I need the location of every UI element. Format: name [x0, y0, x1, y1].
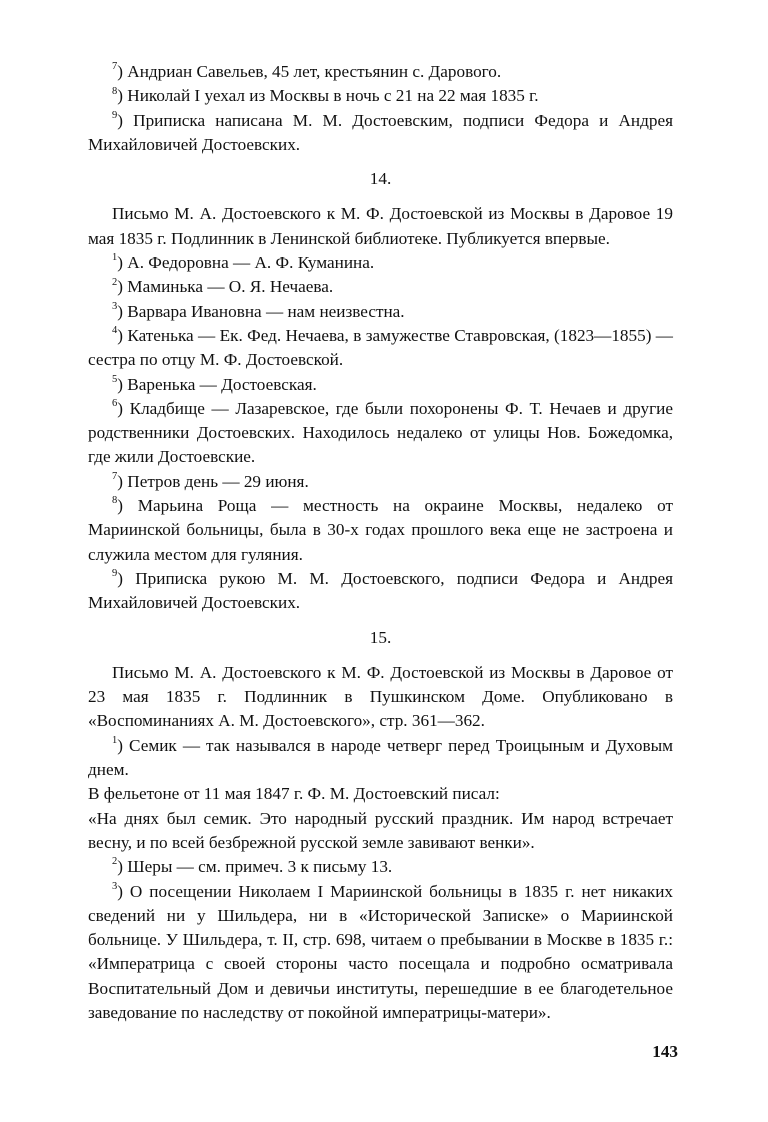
section-15-feuilleton: В фельетоне от 11 мая 1847 г. Ф. М. Достоевский писал: — [88, 784, 500, 804]
note-text: Марьина Роща — местность на окраине Москвы, недалеко от Мариинской больницы, была в 30-х годах прошлого века еще не застроена и служила местом для гуляния. — [88, 496, 673, 564]
section-14-intro: Письмо М. А. Достоевского к М. Ф. Достоевской из Москвы в Даровое 19 мая 1835 г. Подлинник в Ленинской библиотеке. Публикуется впервые. — [88, 204, 673, 248]
section-14-note-4: $^4$) Катенька — Ек. Фед. Нечаева, в замужестве Ставровская, (1823—1855) — сестра по отцу М. Ф. Достоевской. — [88, 325, 673, 370]
section-15-quote: «На днях был семик. Это народный русский праздник. Им народ встречает весну, и по всей безбрежной русской земле завивают венки». — [88, 808, 673, 852]
note-text: Кладбище — Лазаревское, где были похоронены Ф. Т. Нечаев и другие родственники Достоевских. Находилось недалеко от улицы Нов. Божедомка, где жили Достоевские. — [88, 398, 673, 467]
note-text: А. Федоровна — А. Ф. Куманина. — [127, 253, 375, 273]
page-number: 143 — [652, 1042, 678, 1061]
section-15-note-1: $^1$) Семик — так назывался в народе четверг перед Троицыным и Духовым днем. — [88, 734, 673, 780]
note-number: 4 — [112, 325, 118, 337]
note-text: Варвара Ивановна — нам неизвестна. — [127, 301, 405, 321]
note-top-9: $^9$) Приписка написана М. М. Достоевским, подписи Федора и Андрея Михайловичей Достоевских. — [88, 109, 673, 154]
note-text: Приписка рукою М. М. Достоевского, подписи Федора и Андрея Михайловичей Достоевских. — [88, 568, 674, 613]
note-number: 2 — [112, 856, 118, 868]
note-text: Шеры — см. примеч. 3 к письму 13. — [127, 857, 393, 877]
section-14-note-3: $^3$) Варвара Ивановна — нам неизвестна. — [112, 300, 405, 321]
note-number: 3 — [112, 880, 118, 892]
section-14-note-5: $^5$) Варенька — Достоевская. — [112, 373, 317, 394]
note-number: 8 — [112, 495, 118, 507]
section-14-note-2: $^2$) Маминька — О. Я. Нечаева. — [112, 276, 334, 297]
section-15-note-2: $^2$) Шеры — см. примеч. 3 к письму 13. — [112, 856, 393, 877]
note-top-8: $^8$) Николай I уехал из Москвы в ночь с 21 на 22 мая 1835 г. — [112, 85, 539, 106]
note-text: Приписка написана М. М. Достоевским, подписи Федора и Андрея Михайловичей Достоевских. — [88, 110, 673, 154]
note-text: Катенька — Ек. Фед. Нечаева, в замужестве Ставровская, (1823—1855) — сестра по отцу М. Ф. Достоевской. — [88, 325, 673, 370]
section-14-note-9: $^9$) Приписка рукою М. М. Достоевского, подписи Федора и Андрея Михайловичей Достоевских. — [88, 568, 674, 613]
note-text: Маминька — О. Я. Нечаева. — [127, 277, 334, 297]
note-number: 1 — [112, 252, 118, 264]
note-text: Семик — так назывался в народе четверг перед Троицыным и Духовым днем. — [88, 735, 673, 780]
note-number: 9 — [112, 109, 118, 121]
note-text: О посещении Николаем I Мариинской больницы в 1835 г. нет никаких сведений ни у Шильдера, ни в «Исторической Записке» о Мариинской больнице. У Шильдера, т. II, стр. 698, читаем о пребывании в Москве в 1835 г.: «Императрица с своей стороны часто посещала и подробно осматривала Воспитательный Дом и девичьи институты, перешедшие в ее благодетельное заведование по наследству от покойной императрицы-матери». — [88, 881, 673, 1022]
note-top-7: $^7$) Андриан Савельев, 45 лет, крестьянин с. Дарового. — [112, 61, 502, 81]
section-15-heading: 15. — [369, 627, 392, 647]
section-15-note-3: $^3$) О посещении Николаем I Мариинской больницы в 1835 г. нет никаких сведений ни у Шильдера, ни в «Исторической Записке» о Мариинской больнице. У Шильдера, т. II, стр. 698, читаем о пребывании в Москве в 1835 г.: «Императрица с своей стороны часто посещала и подробно осматривала Воспитательный Дом и девичьи институты, перешедшие в ее благодетельное заведование по наследству от покойной императрицы-матери». — [88, 880, 673, 1022]
section-14-note-6: $^6$) Кладбище — Лазаревское, где были похоронены Ф. Т. Нечаев и другие родственники Достоевских. Находилось недалеко от улицы Нов. Божедомка, где жили Достоевские. — [88, 398, 673, 467]
note-number: 7 — [112, 471, 118, 483]
section-15-intro: Письмо М. А. Достоевского к М. Ф. Достоевской из Москвы в Даровое от 23 мая 1835 г. Подлинник в Пушкинском Доме. Опубликовано в «Воспоминаниях А. М. Достоевского», стр. 361—362. — [88, 662, 673, 731]
note-number: 1 — [112, 734, 118, 746]
note-text: Андриан Савельев, 45 лет, крестьянин с. Дарового. — [127, 62, 502, 81]
note-number: 3 — [112, 300, 118, 312]
note-text: Николай I уехал из Москвы в ночь с 21 на 22 мая 1835 г. — [127, 86, 539, 106]
note-number: 7 — [112, 61, 118, 73]
note-number: 8 — [112, 85, 118, 97]
note-number: 2 — [112, 276, 118, 288]
section-14-note-1: $^1$) А. Федоровна — А. Ф. Куманина. — [112, 252, 375, 273]
page-body — [88, 60, 673, 1025]
section-14-note-8: $^8$) Марьина Роща — местность на окраине Москвы, недалеко от Мариинской больницы, была в 30-х годах прошлого века еще не застроена и служила местом для гуляния. — [88, 495, 673, 564]
note-number: 9 — [112, 568, 118, 580]
note-text: Варенька — Достоевская. — [127, 374, 317, 394]
note-text: Петров день — 29 июня. — [127, 471, 309, 491]
section-14-note-7: $^7$) Петров день — 29 июня. — [112, 471, 309, 491]
note-number: 6 — [112, 398, 118, 410]
section-14-heading: 14. — [369, 169, 392, 189]
note-number: 5 — [112, 373, 118, 385]
